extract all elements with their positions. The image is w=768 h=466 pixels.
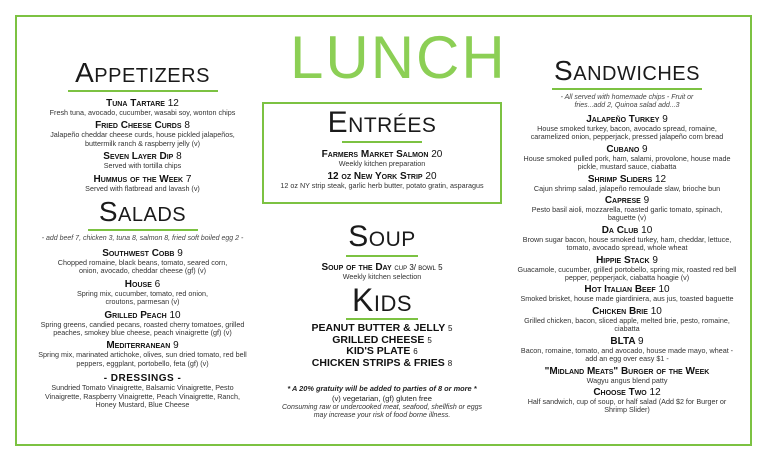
item-name: Hot Italian Beef — [584, 284, 656, 296]
item-desc: Half sandwich, cup of soup, or half salad (Add $2 for Burger or Shrimp Slider) — [527, 396, 727, 415]
item-desc: Served with tortilla chips — [103, 161, 182, 171]
item-name: Choose Two — [593, 386, 647, 398]
item-desc: Brown sugar bacon, house smoked turkey, ham, cheddar, lettuce, tomato, avocado spread, whole wheat — [522, 234, 732, 253]
menu-item — [517, 144, 737, 172]
item-price: 8 — [184, 120, 190, 132]
item-desc: House smoked pulled pork, ham, salami, provolone, house made pickle, mustard sauce, ciabatta — [523, 153, 731, 172]
sandwiches-heading: Sandwiches — [554, 55, 700, 86]
salads-heading: Salads — [98, 196, 187, 228]
menu-item — [517, 255, 737, 283]
kids-item: KID'S PLATE 6 — [346, 345, 418, 357]
item-name: House — [124, 278, 152, 290]
item-price: 8 — [176, 151, 182, 163]
menu-item — [517, 366, 737, 385]
item-name: Shrimp Sliders — [587, 173, 653, 185]
left-column — [35, 58, 250, 410]
salads-rule — [88, 229, 198, 231]
item-desc: Spring greens, candied pecans, roasted cherry tomatoes, grilled peaches, smokey blue cheese, peach vinaigrette (gf) (v) — [40, 319, 245, 338]
menu-item — [35, 279, 250, 307]
soup-name: Soup of the Day — [321, 262, 392, 273]
item-desc: Served with flatbread and lavash (v) — [85, 183, 200, 193]
menu-item — [35, 98, 250, 117]
menu-item — [35, 310, 250, 338]
soup-rule — [346, 255, 418, 257]
menu-item — [517, 306, 737, 334]
item-desc: Smoked brisket, house made giardiniera, aus jus, toasted baguette — [520, 294, 734, 304]
item-price: 10 — [650, 305, 662, 317]
item-price: 10 — [641, 224, 653, 236]
menu-item — [35, 248, 250, 276]
menu-item — [35, 340, 250, 368]
kids-heading: Kids — [351, 282, 413, 318]
item-name: Caprese — [604, 195, 641, 207]
item-desc: Fresh tuna, avocado, cucumber, wasabi soy, wonton chips — [49, 108, 236, 117]
item-name: Southwest Cobb — [102, 248, 175, 260]
entrees-rule — [342, 141, 422, 143]
menu-item — [517, 195, 737, 223]
item-name: Mediterranean — [106, 340, 171, 352]
salads-addons-note: - add beef 7, chicken 3, tuna 8, salmon 8, fried soft boiled egg 2 - — [41, 235, 244, 243]
entrees-heading: Entrées — [327, 106, 437, 139]
item-price: 9 — [642, 143, 648, 155]
item-name: "Midland Meats" Burger of the Week — [544, 365, 710, 377]
item-desc: Bacon, romaine, tomato, and avocado, house made mayo, wheat - add an egg over easy $1 - — [520, 345, 734, 364]
sandwiches-note: - All served with homemade chips - Fruit or fries...add 2, Quinoa salad add...3 — [560, 94, 694, 109]
menu-item — [264, 149, 500, 168]
soup-price: cup 3/ bowl 5 — [394, 263, 443, 272]
item-desc: Jalapeño cheddar cheese curds, house pickled jalapeños, buttermilk ranch & raspberry jelly (v) — [50, 130, 235, 148]
item-desc: 12 oz NY strip steak, garlic herb butter, potato gratin, asparagus — [280, 181, 484, 191]
item-price: 12 — [167, 98, 179, 109]
item-name: Tuna Tartare — [106, 98, 165, 109]
item-name: Cubano — [606, 143, 640, 155]
item-price: 9 — [177, 248, 183, 260]
item-price: 20 — [431, 149, 443, 160]
item-desc: Pesto basil aioli, mozzarella, roasted garlic tomato, spinach, baguette (v) — [531, 205, 723, 223]
item-price: 10 — [658, 284, 670, 296]
kids-list — [264, 323, 500, 369]
entrees-section — [264, 108, 500, 191]
item-name: Chicken Brie — [592, 305, 648, 317]
menu-item — [517, 114, 737, 142]
soup-desc: Weekly kitchen selection — [342, 272, 422, 281]
kids-item: GRILLED CHEESE 5 — [332, 333, 432, 346]
item-price: 9 — [173, 340, 179, 352]
item-price: 7 — [185, 173, 192, 185]
footer-notes — [276, 384, 488, 421]
kids-item: CHICKEN STRIPS & FRIES 8 — [311, 356, 453, 369]
item-desc: Spring mix, marinated artichoke, olives, sun dried tomato, red bell peppers, eggplant, portobello, feta (gf) (v) — [38, 350, 247, 368]
item-desc: Chopped romaine, black beans, tomato, seared corn, onion, avocado, cheddar cheese (gf) (v) — [57, 258, 228, 276]
food-warning: Consuming raw or undercooked meat, seafood, shellfish or eggs may increase your risk of food borne illness. — [282, 404, 482, 420]
item-desc: Spring mix, cucumber, tomato, red onion, croutons, parmesan (v) — [76, 288, 209, 307]
kids-item: PEANUT BUTTER & JELLY 5 — [311, 322, 453, 334]
item-name: Farmers Market Salmon — [321, 149, 429, 160]
soup-heading: Soup — [348, 220, 416, 253]
menu-title: LUNCH — [290, 24, 507, 91]
item-price: 9 — [662, 114, 668, 125]
item-name: Fried Cheese Curds — [95, 120, 182, 132]
item-name: Da Club — [601, 224, 639, 236]
menu-item — [35, 120, 250, 148]
item-price: 10 — [169, 309, 181, 321]
item-name: Hippie Stack — [596, 254, 650, 266]
menu-item — [35, 151, 250, 170]
menu-item — [517, 336, 737, 364]
menu-item — [35, 174, 250, 193]
menu-item — [517, 174, 737, 193]
item-price: 9 — [643, 195, 650, 207]
item-desc: Guacamole, cucumber, grilled portobello, spring mix, roasted red bell pepper, pepperjack, ciabatta hoagie (v) — [517, 264, 737, 283]
item-name: Jalapeño Turkey — [586, 114, 660, 125]
appetizers-rule — [68, 90, 218, 92]
item-name: Seven Layer Dip — [103, 151, 174, 163]
appetizers-heading: Appetizers — [75, 57, 210, 88]
soup-section — [264, 222, 500, 281]
kids-rule — [346, 318, 418, 320]
item-desc: Weekly kitchen preparation — [338, 159, 426, 168]
dressings-heading: - DRESSINGS - — [103, 373, 182, 385]
menu-item — [517, 387, 737, 415]
item-price: 20 — [425, 171, 437, 183]
dietary-legend: (v) vegetarian, (gf) gluten free — [331, 394, 433, 403]
item-desc: House smoked turkey, bacon, avocado spread, romaine, caramelized onion, pepperjack, pressed jalapeño corn bread — [530, 124, 724, 142]
item-name: BLTA — [610, 335, 636, 347]
item-name: Hummus of the Week — [93, 173, 184, 185]
menu-item — [517, 284, 737, 303]
sandwiches-rule — [552, 88, 702, 90]
item-desc: Wagyu angus blend patty — [586, 375, 668, 385]
menu-item — [264, 171, 500, 190]
item-desc: Cajun shrimp salad, jalapeño remoulade slaw, brioche bun — [533, 183, 721, 193]
menu-item — [517, 225, 737, 253]
item-name: Grilled Peach — [104, 309, 167, 321]
kids-section — [264, 284, 500, 369]
item-desc: Grilled chicken, bacon, sliced apple, melted brie, pesto, romaine, ciabatta — [524, 315, 730, 334]
gratuity-note: * A 20% gratuity will be added to parties of 8 or more * — [287, 384, 477, 393]
item-price: 9 — [652, 254, 658, 266]
item-price: 6 — [154, 278, 161, 290]
item-price: 12 — [649, 386, 661, 398]
item-name: 12 oz New York Strip — [327, 171, 423, 183]
right-column — [517, 56, 737, 415]
dressings-list: Sundried Tomato Vinaigrette, Balsamic Vinaigrette, Pesto Vinaigrette, Raspberry Vinaigrette, Peach Vinaigrette, Ranch, Honey Mustard, Blue Cheese — [45, 383, 240, 410]
item-price: 9 — [638, 335, 644, 347]
item-price: 12 — [655, 173, 667, 185]
